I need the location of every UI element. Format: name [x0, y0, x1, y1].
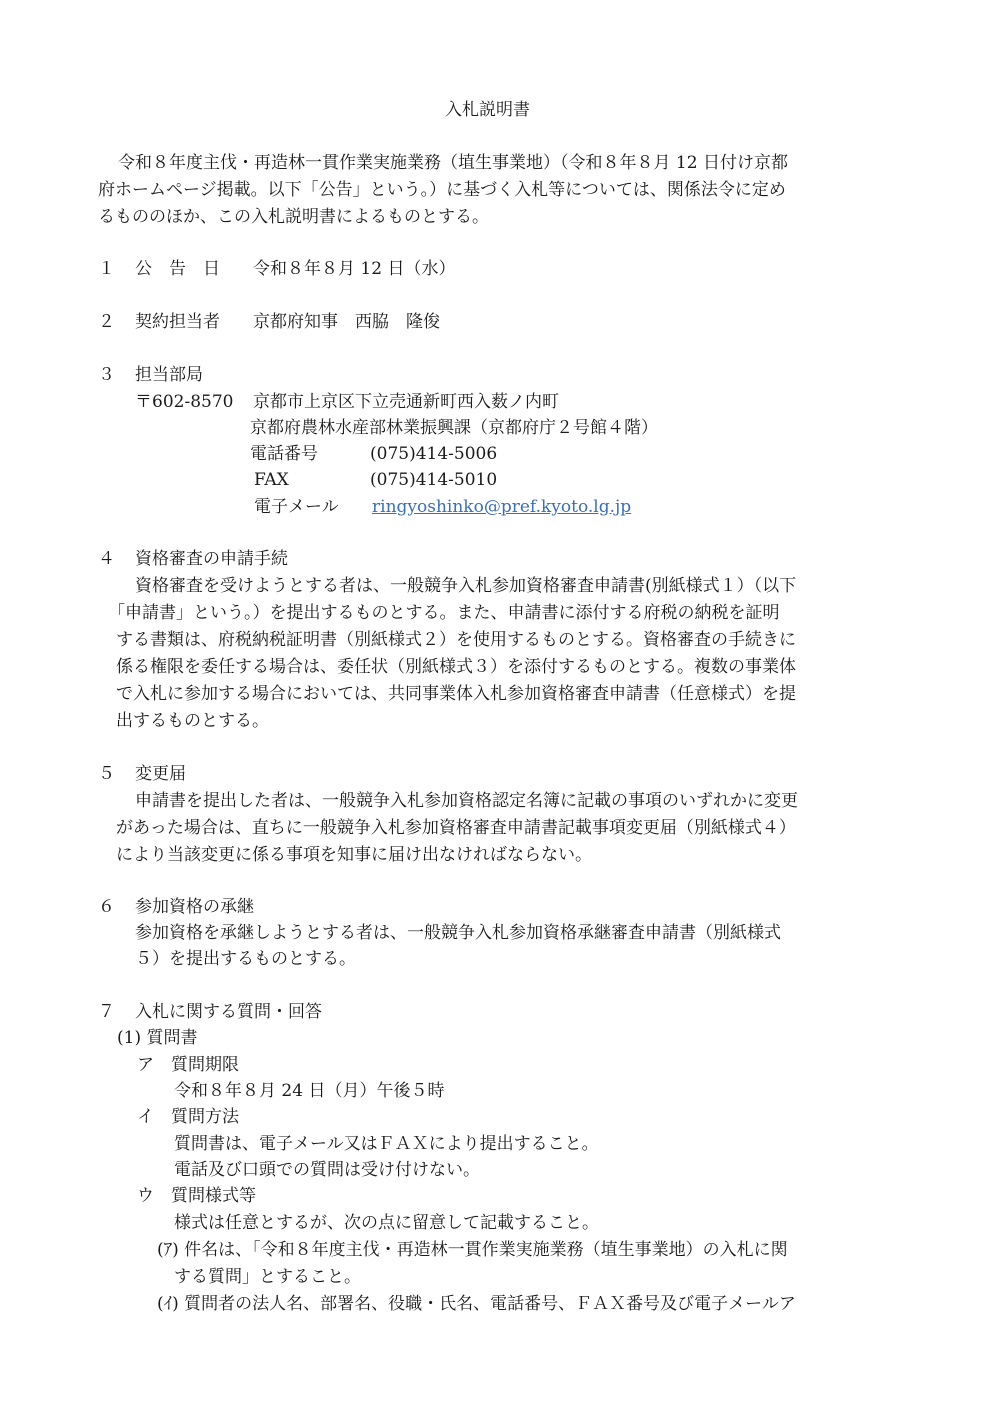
section-5-label: 変更届 — [135, 764, 186, 784]
section-4-line-2: 「申請書」という。）を提出するものとする。また、申請書に添付する府税の納税を証明 — [108, 603, 780, 623]
email-link[interactable]: ringyoshinko@pref.kyoto.lg.jp — [372, 497, 632, 517]
section-6-line-2: ５）を提出するものとする。 — [135, 949, 356, 969]
section-7-label: 入札に関する質問・回答 — [135, 1002, 322, 1022]
tel-label: 電話番号 — [250, 444, 318, 464]
section-4-number: ４ — [98, 549, 115, 569]
intro-line-1: 令和８年度主伐・再造林一貫作業実施業務（埴生事業地）（令和８年８月 12 日付け京都 — [118, 153, 788, 173]
section-5-number: ５ — [98, 764, 115, 784]
section-5-line-3: により当該変更に係る事項を知事に届け出なければならない。 — [116, 845, 592, 865]
section-7-number: ７ — [98, 1002, 115, 1022]
section-2-value: 京都府知事 西脇 隆俊 — [253, 312, 440, 332]
item-a-value: 令和８年８月 24 日（月）午後５時 — [174, 1081, 445, 1101]
item-u-sub-2-line-1: (ｲ) 質問者の法人名、部署名、役職・氏名、電話番号、ＦＡＸ番号及び電子メールア — [157, 1294, 796, 1314]
email-label: 電子メール — [254, 497, 339, 517]
postal-code: 〒602-8570 — [135, 392, 234, 412]
section-3-number: ３ — [98, 365, 115, 385]
section-5-line-2: があった場合は、直ちに一般競争入札参加資格審査申請書記載事項変更届（別紙様式４） — [116, 818, 796, 838]
section-3-label: 担当部局 — [135, 365, 203, 385]
section-1-label: 公 告 日 — [135, 259, 220, 279]
tel-value: (075)414-5006 — [370, 444, 498, 464]
item-u-line: 様式は任意とするが、次の点に留意して記載すること。 — [174, 1213, 599, 1233]
intro-line-3: るもののほか、この入札説明書によるものとする。 — [98, 207, 489, 227]
address-line-1: 京都市上京区下立売通新町西入薮ノ内町 — [253, 392, 559, 412]
item-i-line-2: 電話及び口頭での質問は受け付けない。 — [174, 1160, 480, 1180]
section-4-line-3: する書類は、府税納税証明書（別紙様式２）を使用するものとする。資格審査の手続きに — [116, 630, 796, 650]
address-line-2: 京都府農林水産部林業振興課（京都府庁２号館４階） — [250, 418, 658, 438]
section-6-label: 参加資格の承継 — [135, 897, 254, 917]
section-1-value: 令和８年８月 12 日（水） — [253, 259, 456, 279]
item-u-sub-1-line-2: する質問」とすること。 — [174, 1267, 361, 1287]
section-2-number: ２ — [98, 312, 115, 332]
section-4-line-4: 係る権限を委任する場合は、委任状（別紙様式３）を添付するものとする。複数の事業体 — [116, 657, 796, 677]
fax-label: FAX — [254, 470, 289, 490]
document-title: 入札説明書 — [445, 100, 530, 120]
intro-line-2: 府ホームページ掲載。以下「公告」という。）に基づく入札等については、関係法令に定め — [98, 180, 786, 200]
section-1-number: １ — [98, 259, 115, 279]
subsection-question-form: (1) 質問書 — [117, 1028, 198, 1048]
item-u-sub-1-line-1: (ｱ) 件名は、「令和８年度主伐・再造林一貫作業実施業務（埴生事業地）の入札に関 — [157, 1240, 788, 1260]
section-4-line-5: で入札に参加する場合においては、共同事業体入札参加資格審査申請書（任意様式）を提 — [116, 684, 796, 704]
section-6-number: ６ — [98, 897, 115, 917]
section-6-line-1: 参加資格を承継しようとする者は、一般競争入札参加資格承継審査申請書（別紙様式 — [135, 923, 781, 943]
section-4-line-1: 資格審査を受けようとする者は、一般競争入札参加資格審査申請書(別紙様式１）（以下 — [135, 576, 797, 596]
section-4-line-6: 出するものとする。 — [116, 711, 269, 731]
section-2-label: 契約担当者 — [135, 312, 220, 332]
section-4-label: 資格審査の申請手続 — [135, 549, 288, 569]
item-u-label: ウ 質問様式等 — [137, 1186, 256, 1206]
item-i-label: イ 質問方法 — [137, 1107, 239, 1127]
item-i-line-1: 質問書は、電子メール又はＦＡＸにより提出すること。 — [174, 1134, 599, 1154]
fax-value: (075)414-5010 — [370, 470, 498, 490]
section-5-line-1: 申請書を提出した者は、一般競争入札参加資格認定名簿に記載の事項のいずれかに変更 — [135, 791, 798, 811]
item-a-label: ア 質問期限 — [137, 1055, 239, 1075]
